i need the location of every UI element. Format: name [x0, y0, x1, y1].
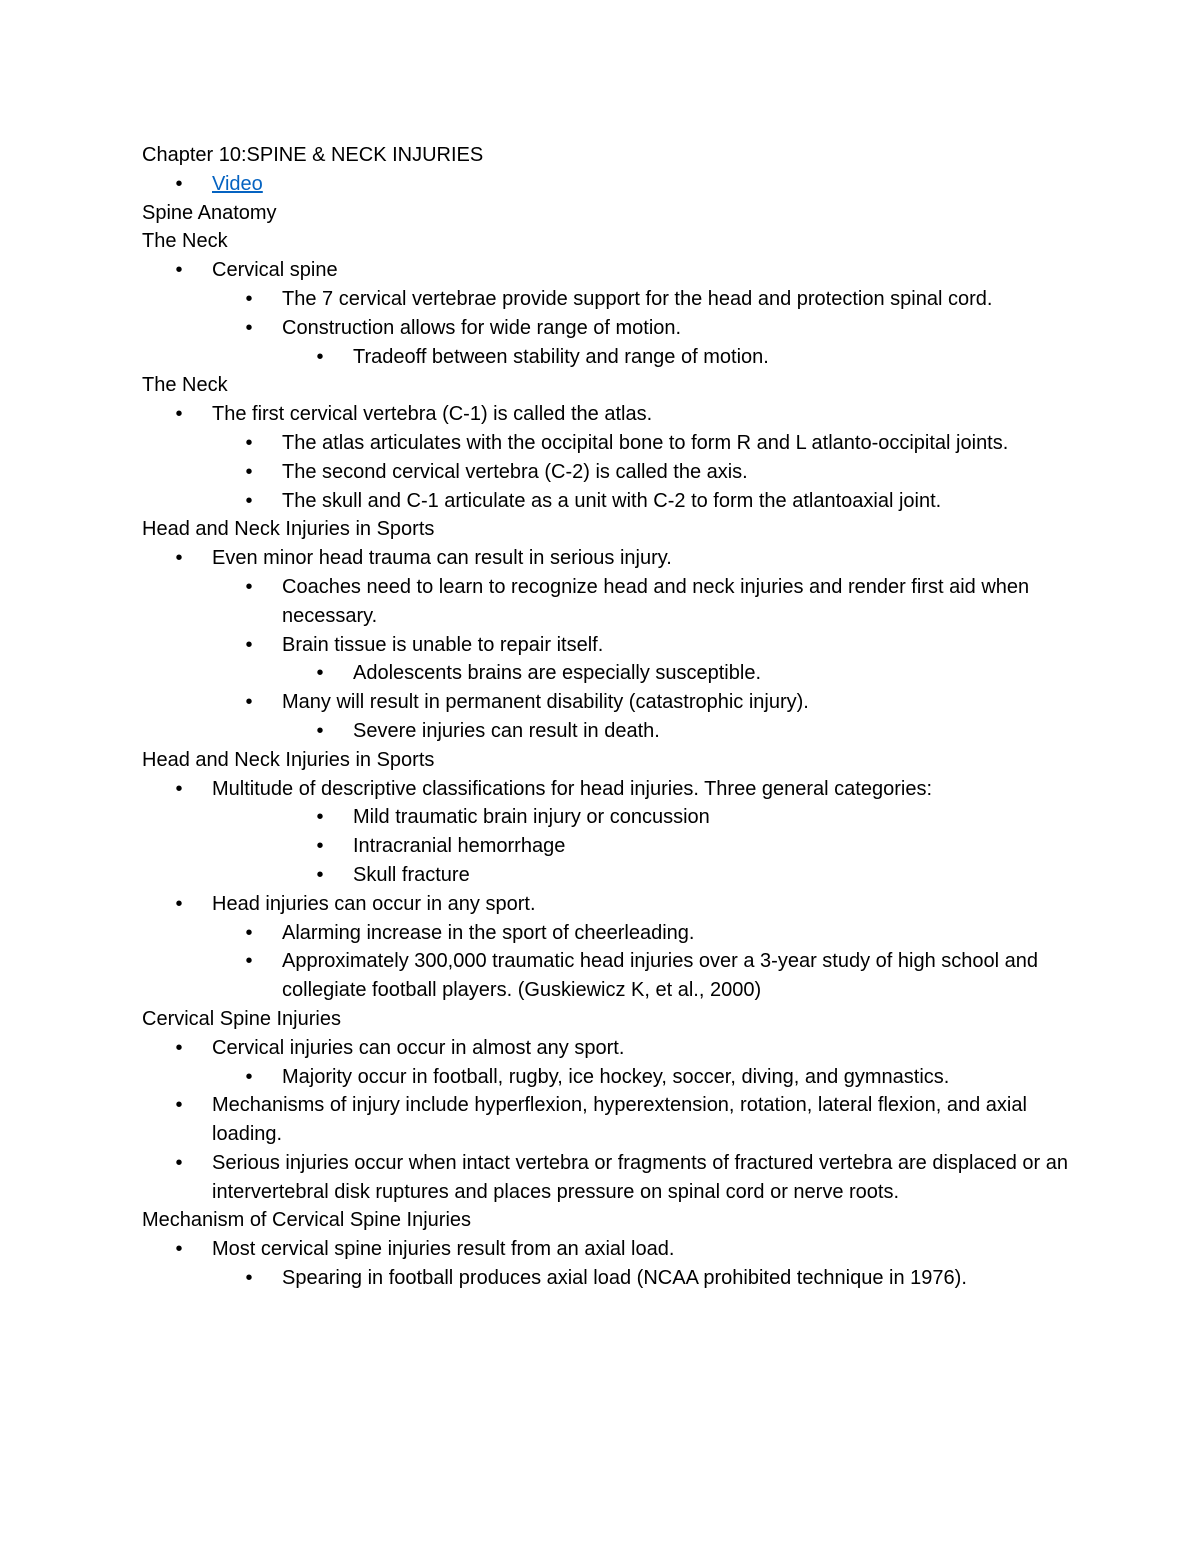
bullet-icon: •	[245, 633, 253, 656]
bullet-icon: •	[175, 547, 183, 570]
section-heading: Cervical Spine Injuries	[142, 1007, 341, 1030]
section-heading: Spine Anatomy	[142, 201, 277, 224]
bullet-icon: •	[316, 719, 324, 742]
bullet-icon: •	[245, 921, 253, 944]
section-heading: Head and Neck Injuries in Sports	[142, 518, 435, 541]
bullet-text: Multitude of descriptive classifications for head injuries. Three general categories:	[212, 777, 932, 800]
bullet-item-level-1	[142, 775, 1102, 804]
document-content	[142, 170, 1102, 1293]
bullet-text: Tradeoff between stability and range of motion.	[353, 345, 769, 368]
bullet-item-level-1	[142, 400, 1102, 429]
bullet-icon: •	[175, 777, 183, 800]
bullet-item-level-2	[142, 573, 1102, 631]
bullet-icon: •	[245, 431, 253, 454]
bullet-item-level-2	[142, 458, 1102, 487]
bullet-icon: •	[245, 691, 253, 714]
video-link[interactable]: Video	[212, 172, 263, 195]
bullet-item-level-2	[142, 947, 1102, 1005]
bullet-item-level-1	[142, 1149, 1102, 1207]
bullet-item-level-1	[142, 1091, 1102, 1149]
bullet-item-level-3	[142, 717, 1102, 746]
bullet-item-level-3	[142, 803, 1102, 832]
bullet-text: Alarming increase in the sport of cheerleading.	[282, 921, 695, 944]
bullet-item-level-2	[142, 688, 1102, 717]
bullet-icon: •	[245, 1065, 253, 1088]
bullet-item-level-2	[142, 487, 1102, 516]
bullet-text: Severe injuries can result in death.	[353, 719, 660, 742]
bullet-text: Coaches need to learn to recognize head and neck injuries and render first aid when necessary.	[282, 575, 1030, 627]
bullet-icon: •	[175, 172, 183, 195]
bullet-text: Adolescents brains are especially susceptible.	[353, 662, 761, 685]
bullet-text: The first cervical vertebra (C-1) is called the atlas.	[212, 403, 653, 426]
bullet-icon: •	[245, 489, 253, 512]
bullet-text: Intracranial hemorrhage	[353, 835, 566, 858]
bullet-icon: •	[175, 892, 183, 915]
bullet-item-level-2	[142, 1264, 1102, 1293]
bullet-icon: •	[245, 1267, 253, 1290]
bullet-item-level-1	[142, 256, 1102, 285]
bullet-item-level-1	[142, 890, 1102, 919]
section-heading: The Neck	[142, 230, 228, 253]
bullet-icon: •	[245, 316, 253, 339]
bullet-item-level-3	[142, 343, 1102, 372]
section-heading: The Neck	[142, 374, 228, 397]
bullet-item-level-2	[142, 314, 1102, 343]
bullet-item-level-2	[142, 631, 1102, 660]
bullet-text: Mechanisms of injury include hyperflexion, hyperextension, rotation, lateral flexion, and axial loading.	[212, 1094, 1027, 1146]
bullet-item-level-1	[142, 544, 1102, 573]
bullet-icon: •	[316, 345, 324, 368]
bullet-text: The skull and C-1 articulate as a unit with C-2 to form the atlantoaxial joint.	[282, 489, 942, 512]
bullet-item-level-1	[142, 1034, 1102, 1063]
bullet-text: The 7 cervical vertebrae provide support for the head and protection spinal cord.	[282, 287, 993, 310]
bullet-icon: •	[316, 662, 324, 685]
bullet-icon: •	[175, 1036, 183, 1059]
bullet-text: Many will result in permanent disability (catastrophic injury).	[282, 691, 809, 714]
bullet-text: Approximately 300,000 traumatic head injuries over a 3-year study of high school and collegiate football players. (Guskiewicz K, et al., 2000)	[282, 950, 1038, 1002]
bullet-text: Majority occur in football, rugby, ice hockey, soccer, diving, and gymnastics.	[282, 1065, 950, 1088]
bullet-item-level-1	[142, 1235, 1102, 1264]
bullet-item-level-3	[142, 832, 1102, 861]
bullet-text: Spearing in football produces axial load (NCAA prohibited technique in 1976).	[282, 1267, 967, 1290]
bullet-text: Brain tissue is unable to repair itself.	[282, 633, 604, 656]
bullet-icon: •	[316, 835, 324, 858]
bullet-text: Serious injuries occur when intact vertebra or fragments of fractured vertebra are displaced or an intervertebral disk ruptures and places pressure on spinal cord or nerve roots.	[212, 1151, 1068, 1203]
bullet-icon: •	[175, 1151, 183, 1174]
page-title: Chapter 10:SPINE & NECK INJURIES	[142, 144, 484, 166]
bullet-item-level-2	[142, 919, 1102, 948]
bullet-text: Mild traumatic brain injury or concussion	[353, 806, 710, 829]
bullet-icon: •	[245, 460, 253, 483]
bullet-icon: •	[245, 287, 253, 310]
bullet-icon: •	[316, 863, 324, 886]
bullet-text: Head injuries can occur in any sport.	[212, 892, 536, 915]
section-heading: Head and Neck Injuries in Sports	[142, 748, 435, 771]
bullet-item-level-2	[142, 285, 1102, 314]
bullet-icon: •	[175, 1094, 183, 1117]
bullet-text: The second cervical vertebra (C-2) is called the axis.	[282, 460, 748, 483]
bullet-icon: •	[245, 575, 253, 598]
bullet-text: Most cervical spine injuries result from an axial load.	[212, 1238, 675, 1261]
bullet-icon: •	[175, 259, 183, 282]
bullet-item-level-3	[142, 861, 1102, 890]
bullet-icon: •	[175, 1238, 183, 1261]
bullet-icon: •	[245, 950, 253, 973]
bullet-item-level-1	[142, 170, 1102, 199]
bullet-icon: •	[175, 403, 183, 426]
bullet-icon: •	[316, 806, 324, 829]
bullet-text: Skull fracture	[353, 863, 470, 886]
bullet-item-level-3	[142, 659, 1102, 688]
bullet-text: The atlas articulates with the occipital bone to form R and L atlanto-occipital joints.	[282, 431, 1009, 454]
bullet-text: Even minor head trauma can result in serious injury.	[212, 547, 672, 570]
bullet-item-level-2	[142, 429, 1102, 458]
bullet-text: Cervical spine	[212, 259, 338, 282]
section-heading: Mechanism of Cervical Spine Injuries	[142, 1209, 472, 1232]
bullet-text: Construction allows for wide range of motion.	[282, 316, 682, 339]
document-body	[142, 141, 1102, 1293]
bullet-text: Cervical injuries can occur in almost any sport.	[212, 1036, 625, 1059]
bullet-item-level-2	[142, 1063, 1102, 1092]
